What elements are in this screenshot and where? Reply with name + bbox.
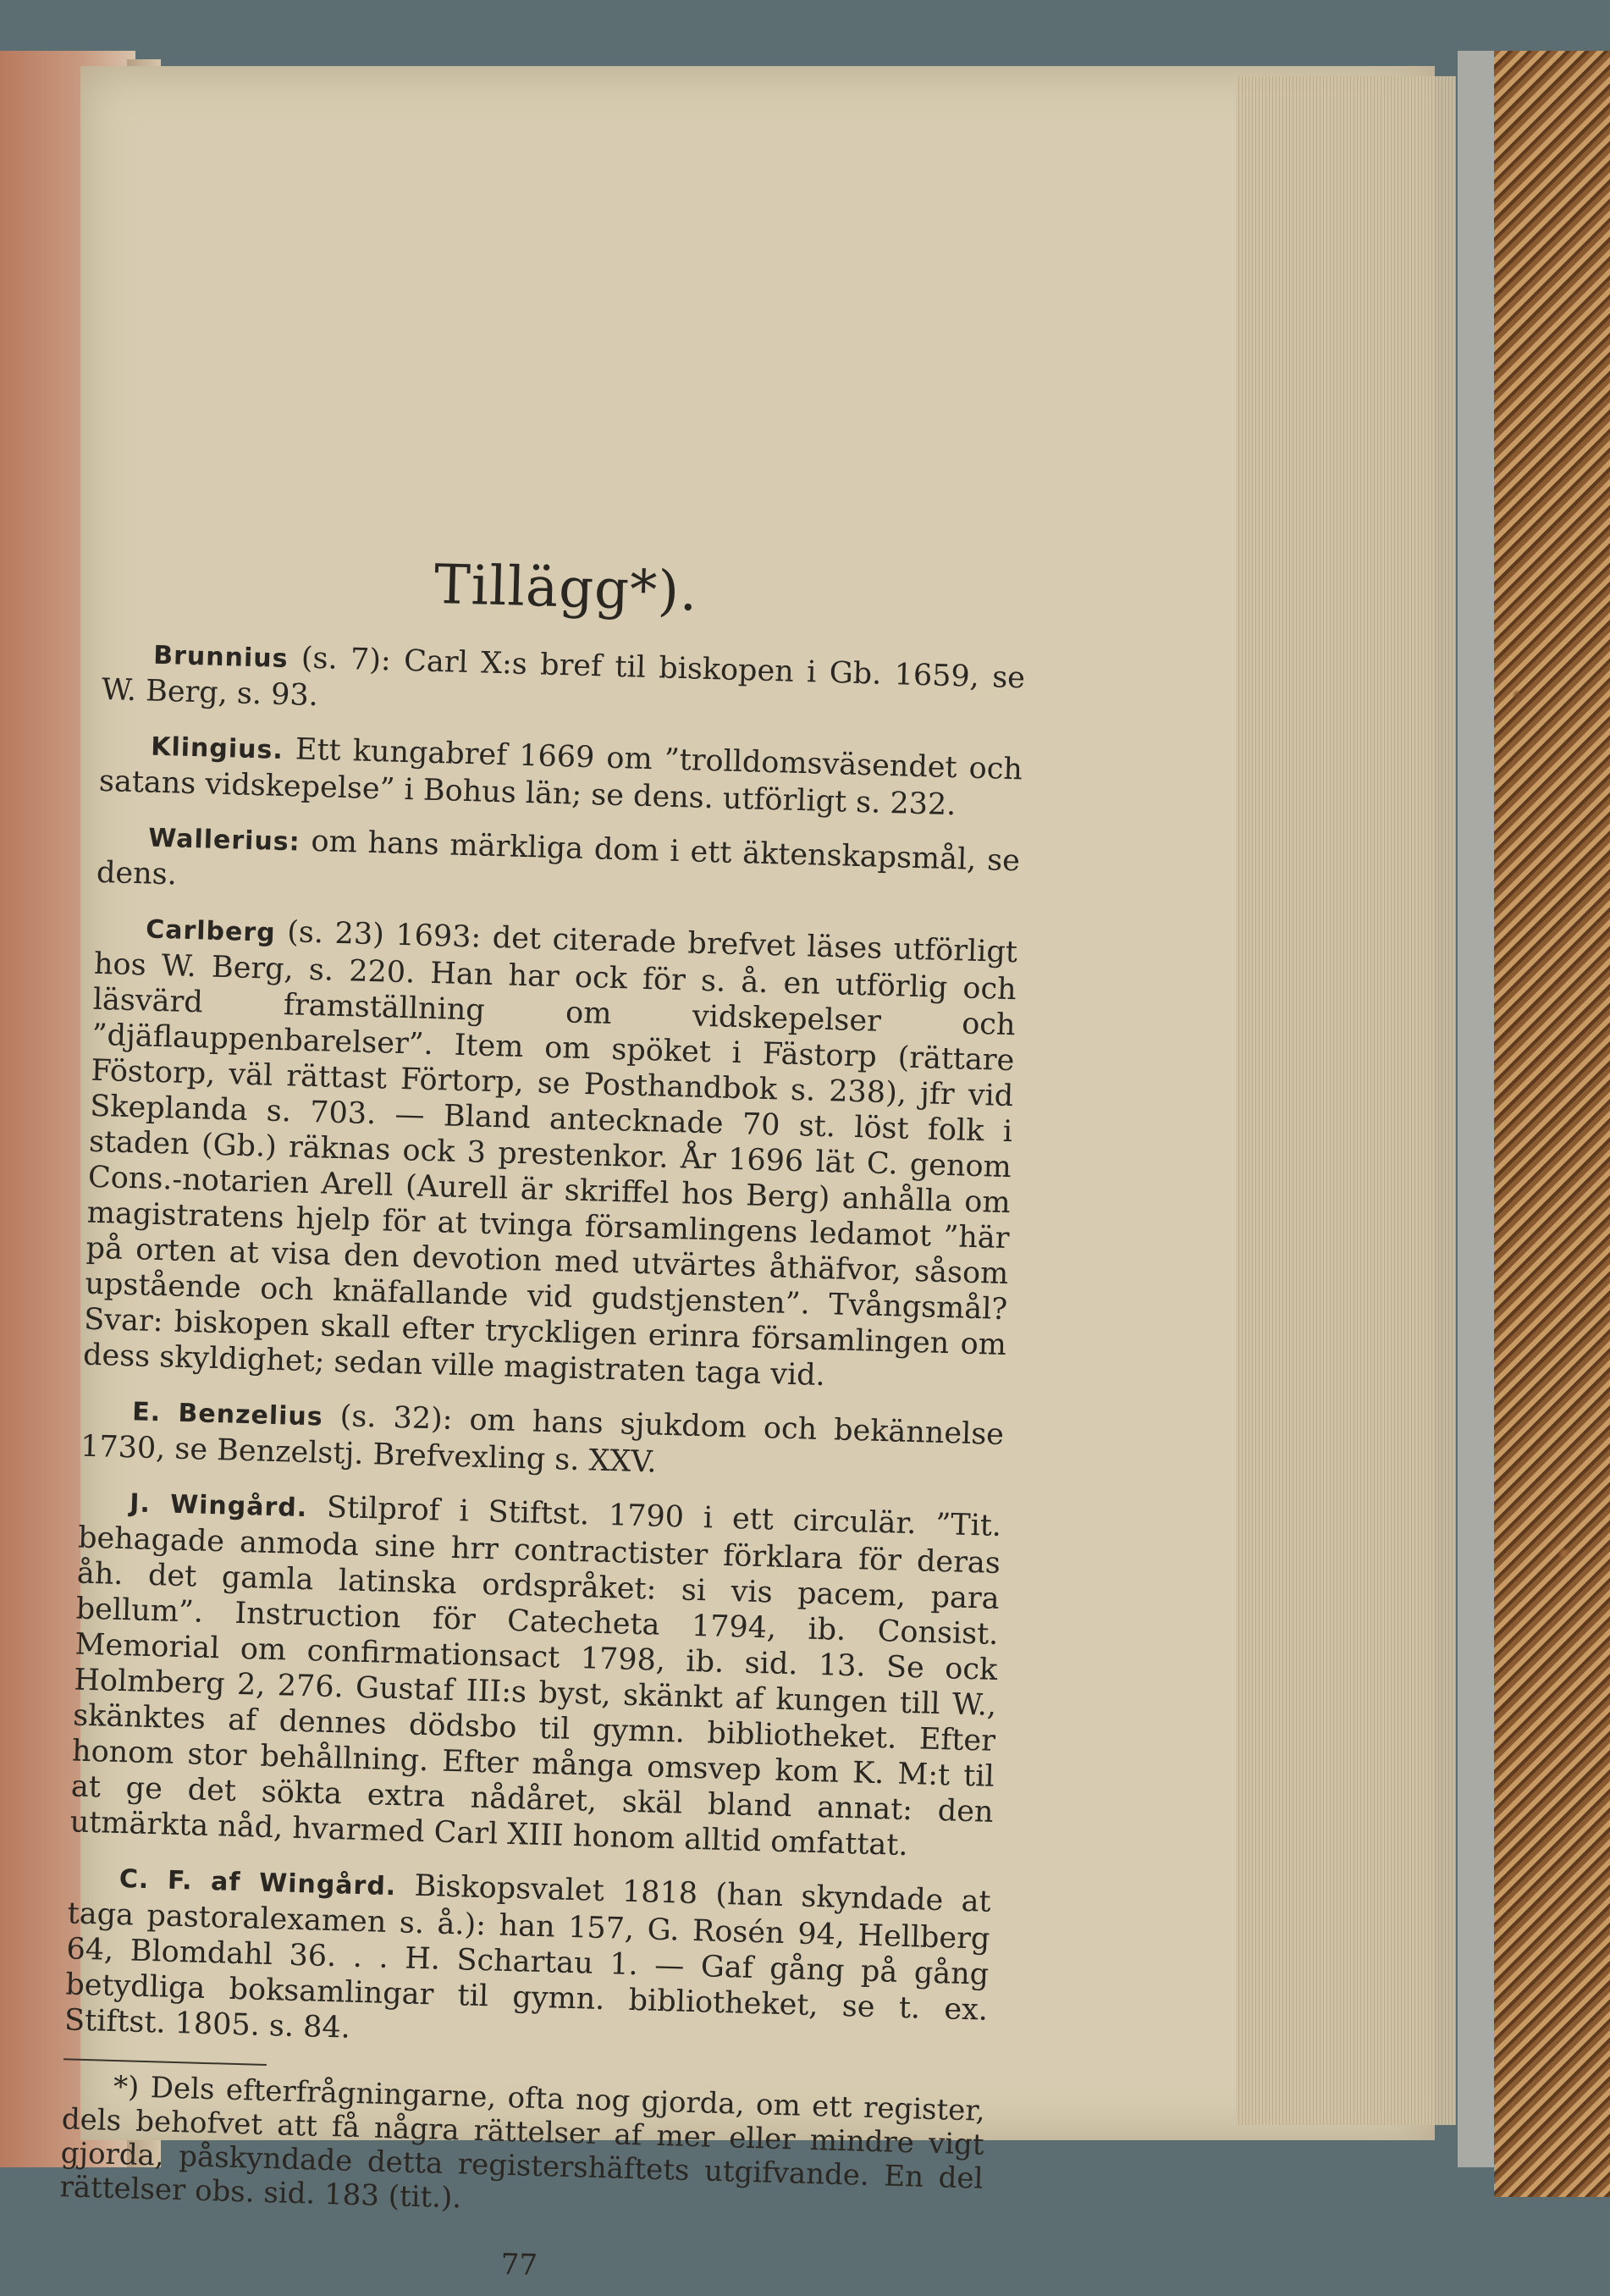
entry-text: (s. 32): om hans sjukdom och bekännelse 1730, se Benzelstj. Brefvexling s. XXV. bbox=[80, 1399, 1005, 1480]
entry-text: Ett kungabref 1669 om ”trolldomsväsendet och satans vidskepelse” i Bohus län; se dens. utförligt s. 232. bbox=[98, 731, 1023, 823]
page-number: 77 bbox=[500, 2247, 538, 2283]
entry-head: Wallerius: bbox=[147, 823, 301, 858]
page-title: Tillägg*). bbox=[433, 553, 699, 624]
entry-brunnius bbox=[102, 635, 1026, 733]
footnote-divider bbox=[63, 2058, 267, 2066]
entry-klingius bbox=[99, 726, 1023, 825]
entry-cf-af-wingard bbox=[64, 1858, 991, 2063]
page-stack-edges bbox=[1236, 76, 1456, 2125]
entry-head: E. Benzelius bbox=[131, 1397, 324, 1432]
entry-text: Biskopsvalet 1818 (han skyndade at taga pastoralexamen s. å.): han 157, G. Rosén 94, Hellberg 64, Blomdahl 36. . . H. Schartau 1. — Gaf gång på gång betydliga boksamlingar til gymn. bibliotheket, se t. ex. Stiftst. 1805. s. 84. bbox=[63, 1868, 992, 2045]
entry-carlberg bbox=[83, 909, 1018, 1399]
entry-head: Klingius. bbox=[150, 731, 284, 765]
entry-text: Stilprof i Stiftst. 1790 i ett circulär. ”Tit. behagade anmoda sine hrr contractister förklara för deras åh. det gamla latinska ordspråket: si vis pacem, para bellum”. Instruction för Catecheta 1794, ib. Consist. Memorial om confirmationsact 1798, ib. sid. 13. Se ock Holmberg 2, 276. Gustaf III:s byst, skänkt af kungen till W., skänktes af dennes dödsbo til gymn. bibliotheket. Efter honom stor behållning. Efter många omsvep kom K. M:t til at ge det sökta extra nådåret, skäl bland annat: den utmärkta nåd, hvarmed Carl XIII honom alltid omfattat. bbox=[69, 1490, 1002, 1863]
entry-head: J. Wingård. bbox=[129, 1488, 308, 1524]
entry-head: Brunnius bbox=[152, 640, 289, 675]
footnote: *) Dels efterfrågningarne, ofta nog gjorda, om ett register, dels behofvet att få några rättelser af mer eller mindre vigt gjorda, påskyndade detta registershäftets utgifvande. En del rättelser obs. sid. 183 (tit.). bbox=[59, 2069, 986, 2216]
entry-head: C. F. af Wingård. bbox=[119, 1864, 397, 1902]
entry-text: om hans märkliga dom i ett äktenskapsmål, se dens. bbox=[96, 824, 1021, 892]
entry-head: Carlberg bbox=[145, 914, 277, 948]
entry-text: (s. 23) 1693: det citerade brefvet läses utförligt hos W. Berg, s. 220. Han har ock för s. å. en utförlig och läsvärd framställning om vidskepelser och ”djäflauppenbarelser”. Item om spöket i Fästorp (rättare Föstorp, väl rättast Förtorp, se Posthandbok s. 238), jfr vid Skeplanda s. 703. — Bland antecknade 70 st. löst folk i staden (Gb.) räknas ock 3 prestenkor. År 1696 lät C. genom Cons.-notarien Arell (Aurell är skriffel hos Berg) anhålla om magistratens hjelp för at tvinga församlingens ledamot ”här på orten at visa den devotion med utvärtes åthäfvor, såsom upstående och knäfallande vid gudstjensten”. Tvångsmål? Svar: biskopen skall efter tryckligen erinra församlingen om dess skyldighet; sedan ville magistraten taga vid. bbox=[82, 914, 1018, 1394]
entry-j-wingard bbox=[69, 1483, 1001, 1866]
entry-benzelius bbox=[80, 1392, 1005, 1490]
text-block bbox=[58, 542, 1028, 2296]
marbled-cover bbox=[1494, 51, 1610, 2197]
entry-text: (s. 7): Carl X:s bref til biskopen i Gb. 1659, se W. Berg, s. 93. bbox=[101, 641, 1026, 714]
entry-wallerius bbox=[96, 818, 1020, 916]
